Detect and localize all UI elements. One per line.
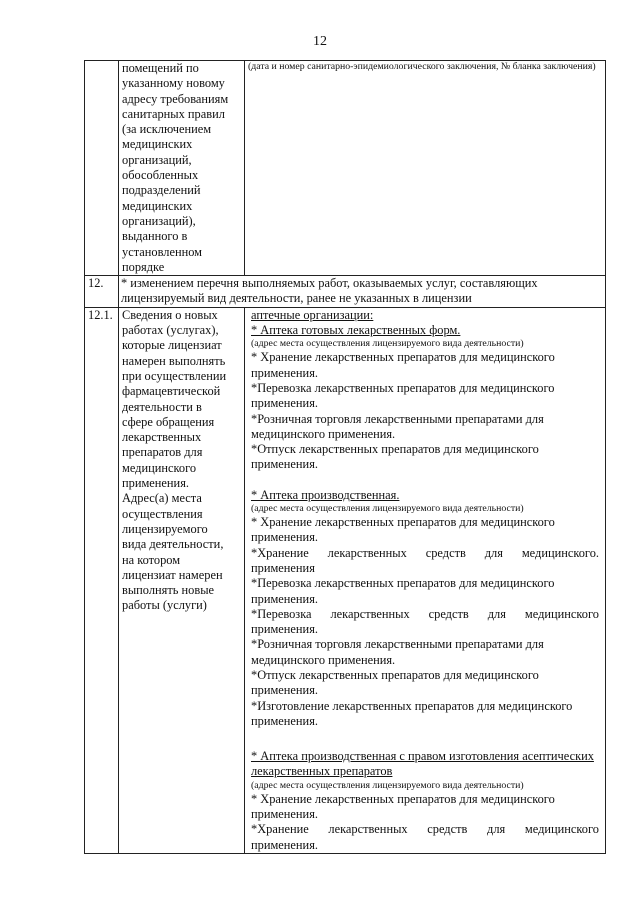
service-item: * Хранение лекарственных препаратов для медицинского применения.	[251, 515, 555, 545]
row-description-text	[122, 61, 241, 275]
description-line: на котором	[122, 552, 181, 567]
description-line: работы (услуги)	[122, 598, 207, 613]
service-item-cont: применения.	[251, 622, 318, 637]
description-line: порядке	[122, 259, 165, 274]
description-line: деятельности в	[122, 399, 202, 414]
service-item: *Отпуск лекарственных препаратов для медицинского применения.	[251, 667, 539, 698]
description-line: обособленных	[122, 168, 199, 183]
description-line: осуществления	[122, 506, 203, 521]
description-line: которые лицензиат	[122, 338, 222, 353]
service-item: *Отпуск лекарственных препаратов для медицинского применения.	[251, 442, 539, 472]
description-line: лицензируемого	[122, 521, 208, 536]
service-item: * Хранение лекарственных препаратов для медицинского применения.	[251, 350, 555, 380]
row-number: 12.1.	[85, 307, 119, 853]
row-12-text-line: * изменением перечня выполняемых работ, оказываемых услуг, составляющих	[121, 276, 538, 291]
page-number: 12	[313, 34, 327, 49]
description-line: Сведения о новых	[122, 307, 218, 322]
table-row-continuation	[85, 61, 606, 276]
description-line: фармацевтической	[122, 384, 221, 399]
description-line: применения.	[122, 476, 189, 491]
description-line: подразделений	[122, 183, 201, 198]
service-item-justified: *Хранение лекарственных средств для медицинского	[251, 822, 599, 837]
description-line: помещений по	[122, 61, 199, 75]
license-table	[84, 60, 606, 854]
description-line: (за исключением	[122, 122, 212, 137]
row-content-cell	[245, 307, 606, 853]
description-line: установленном	[122, 244, 203, 259]
service-item: *Изготовление лекарственных препаратов для медицинского применения.	[251, 698, 573, 728]
table-row-12	[85, 276, 606, 308]
description-line: вида деятельности,	[122, 537, 224, 552]
address-note: (адрес места осуществления лицензируемого вида деятельности)	[251, 503, 524, 515]
description-line: медицинских	[122, 137, 193, 152]
description-line: выполнять новые	[122, 583, 215, 598]
row-content-cell	[245, 61, 606, 276]
row-12-text-line: лицензируемый вид деятельности, ранее не указанных в лицензии	[121, 291, 472, 306]
description-line: выданного в	[122, 229, 188, 244]
sanitary-conclusion-note: (дата и номер санитарно-эпидемиологического заключения, № бланка заключения)	[248, 61, 596, 72]
description-line: сфере обращения	[122, 414, 215, 429]
service-item: * Хранение лекарственных препаратов для медицинского применения.	[251, 791, 555, 822]
row-description-text	[122, 308, 241, 614]
description-line: организаций),	[122, 213, 196, 228]
row-12-text-cell	[119, 276, 606, 308]
address-note: (адрес места осуществления лицензируемого вида деятельности)	[251, 338, 524, 350]
service-item-cont: применения	[251, 560, 315, 575]
block-title: * Аптека готовых лекарственных форм.	[251, 323, 461, 338]
description-line: лицензиат намерен	[122, 567, 223, 582]
service-item: *Розничная торговля лекарственными препаратами для медицинского применения.	[251, 637, 544, 667]
row-number-cell	[85, 61, 119, 276]
table-row-12-1	[85, 307, 606, 853]
description-line: медицинского	[122, 460, 197, 475]
description-line: работах (услугах),	[122, 323, 219, 338]
row-description-cell	[119, 61, 245, 276]
service-item-justified: *Перевозка лекарственных средств для медицинского	[251, 606, 599, 621]
service-item: *Перевозка лекарственных препаратов для медицинского применения.	[251, 576, 555, 606]
description-line: медицинских	[122, 198, 193, 213]
block-title: * Аптека производственная.	[251, 487, 400, 502]
description-line: препаратов для	[122, 445, 203, 460]
pharmacy-heading: аптечные организации:	[251, 307, 374, 322]
service-item: *Розничная торговля лекарственными препаратами для медицинского применения.	[251, 411, 544, 441]
description-line: адресу требованиям	[122, 91, 229, 106]
description-line: намерен выполнять	[122, 353, 226, 368]
description-line: санитарных правил	[122, 106, 225, 121]
row-number: 12.	[85, 276, 119, 308]
description-line: при осуществлении	[122, 368, 227, 383]
description-line: организаций,	[122, 152, 192, 167]
row-description-cell	[119, 307, 245, 853]
description-line: Адрес(а) места	[122, 491, 202, 506]
description-line: указанному новому	[122, 76, 225, 91]
address-note: (адрес места осуществления лицензируемого вида деятельности)	[251, 779, 524, 791]
service-item-cont: применения.	[251, 837, 318, 852]
block-title: * Аптека производственная с правом изготовления асептических лекарственных препаратов	[251, 749, 594, 779]
description-line: лекарственных	[122, 430, 202, 445]
service-item-justified: *Хранение лекарственных средств для медицинского.	[251, 545, 599, 560]
service-item: *Перевозка лекарственных препаратов для медицинского применения.	[251, 380, 555, 411]
